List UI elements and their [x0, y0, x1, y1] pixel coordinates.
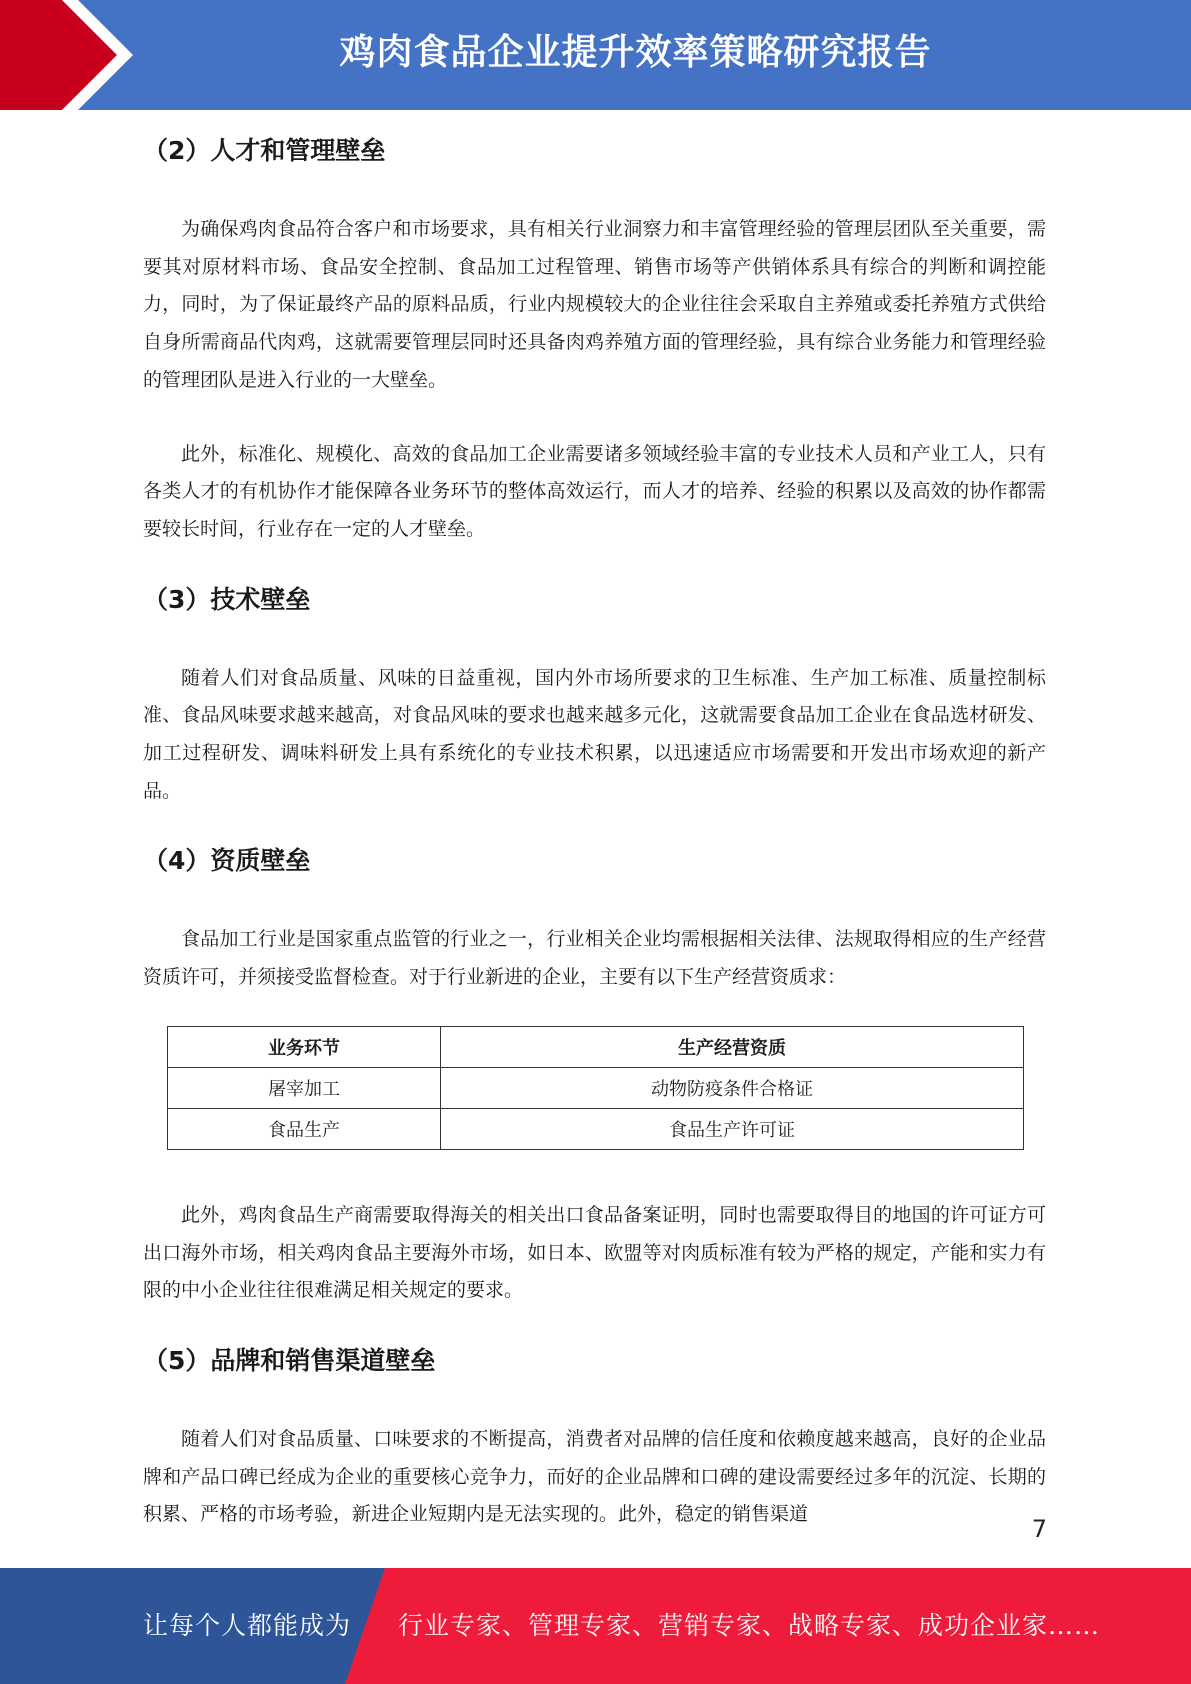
table-row — [168, 1108, 1024, 1149]
table-header-cell: 业务环节 — [168, 1026, 441, 1067]
footer-slogan-left: 让每个人都能成为 — [143, 1611, 352, 1640]
report-title: 鸡肉食品企业提升效率策略研究报告 — [339, 32, 932, 73]
section-heading-brand-channel: （5）品牌和销售渠道壁垒 — [143, 1345, 436, 1375]
section-heading-qualification: （4）资质壁垒 — [143, 846, 311, 876]
qualification-table — [167, 1026, 1024, 1150]
page-header — [0, 0, 1191, 110]
section-heading-technology: （3）技术壁垒 — [143, 584, 311, 614]
paragraph: 随着人们对食品质量、风味的日益重视，国内外市场所要求的卫生标准、生产加工标准、质量控制标准、食品风味要求越来越高，对食品风味的要求也越来越多元化，这就需要食品加工企业在食品选材研发、加工过程研发、调味料研发上具有系统化的专业技术积累，以迅速适应市场需要和开发出市场欢迎的新产品。 — [143, 666, 1046, 802]
footer-slogan-right: 行业专家、管理专家、营销专家、战略专家、成功企业家…… — [398, 1611, 1101, 1640]
paragraph: 食品加工行业是国家重点监管的行业之一，行业相关企业均需根据相关法律、法规取得相应的生产经营资质许可，并须接受监督检查。对于行业新进的企业，主要有以下生产经营资质求： — [143, 928, 1046, 989]
header-red-chevron — [0, 0, 150, 110]
table-row — [168, 1067, 1024, 1108]
table-cell: 食品生产许可证 — [441, 1108, 1024, 1149]
page-content — [143, 128, 1046, 1534]
page-footer — [0, 1568, 1191, 1684]
table-header-row — [168, 1026, 1024, 1067]
paragraph: 此外，标准化、规模化、高效的食品加工企业需要诸多领域经验丰富的专业技术人员和产业工人，只有各类人才的有机协作才能保障各业务环节的整体高效运行，而人才的培养、经验的积累以及高效的协作都需要较长时间，行业存在一定的人才壁垒。 — [143, 442, 1046, 540]
paragraph: 为确保鸡肉食品符合客户和市场要求，具有相关行业洞察力和丰富管理经验的管理层团队至关重要，需要其对原材料市场、食品安全控制、食品加工过程管理、销售市场等产供销体系具有综合的判断和调控能力，同时，为了保证最终产品的原料品质，行业内规模较大的企业往往会采取自主养殖或委托养殖方式供给自身所需商品代肉鸡，这就需要管理层同时还具备肉鸡养殖方面的管理经验，具有综合业务能力和管理经验的管理团队是进入行业的一大壁垒。 — [143, 218, 1046, 391]
paragraph: 此外，鸡肉食品生产商需要取得海关的相关出口食品备案证明，同时也需要取得目的地国的许可证方可出口海外市场，相关鸡肉食品主要海外市场，如日本、欧盟等对肉质标准有较为严格的规定，产能和实力有限的中小企业往往很难满足相关规定的要求。 — [143, 1203, 1046, 1302]
paragraph: 随着人们对食品质量、口味要求的不断提高，消费者对品牌的信任度和依赖度越来越高，良好的企业品牌和产品口碑已经成为企业的重要核心竞争力，而好的企业品牌和口碑的建设需要经过多年的沉淀、长期的积累、严格的市场考验，新进企业短期内是无法实现的。此外，稳定的销售渠道 — [143, 1427, 1046, 1526]
table-cell: 屠宰加工 — [168, 1067, 441, 1108]
page-number: 7 — [1031, 1515, 1047, 1543]
table-cell: 食品生产 — [168, 1108, 441, 1149]
section-heading-talent: （2）人才和管理壁垒 — [143, 136, 386, 165]
table-header-cell: 生产经营资质 — [441, 1026, 1024, 1067]
table-cell: 动物防疫条件合格证 — [441, 1067, 1024, 1108]
